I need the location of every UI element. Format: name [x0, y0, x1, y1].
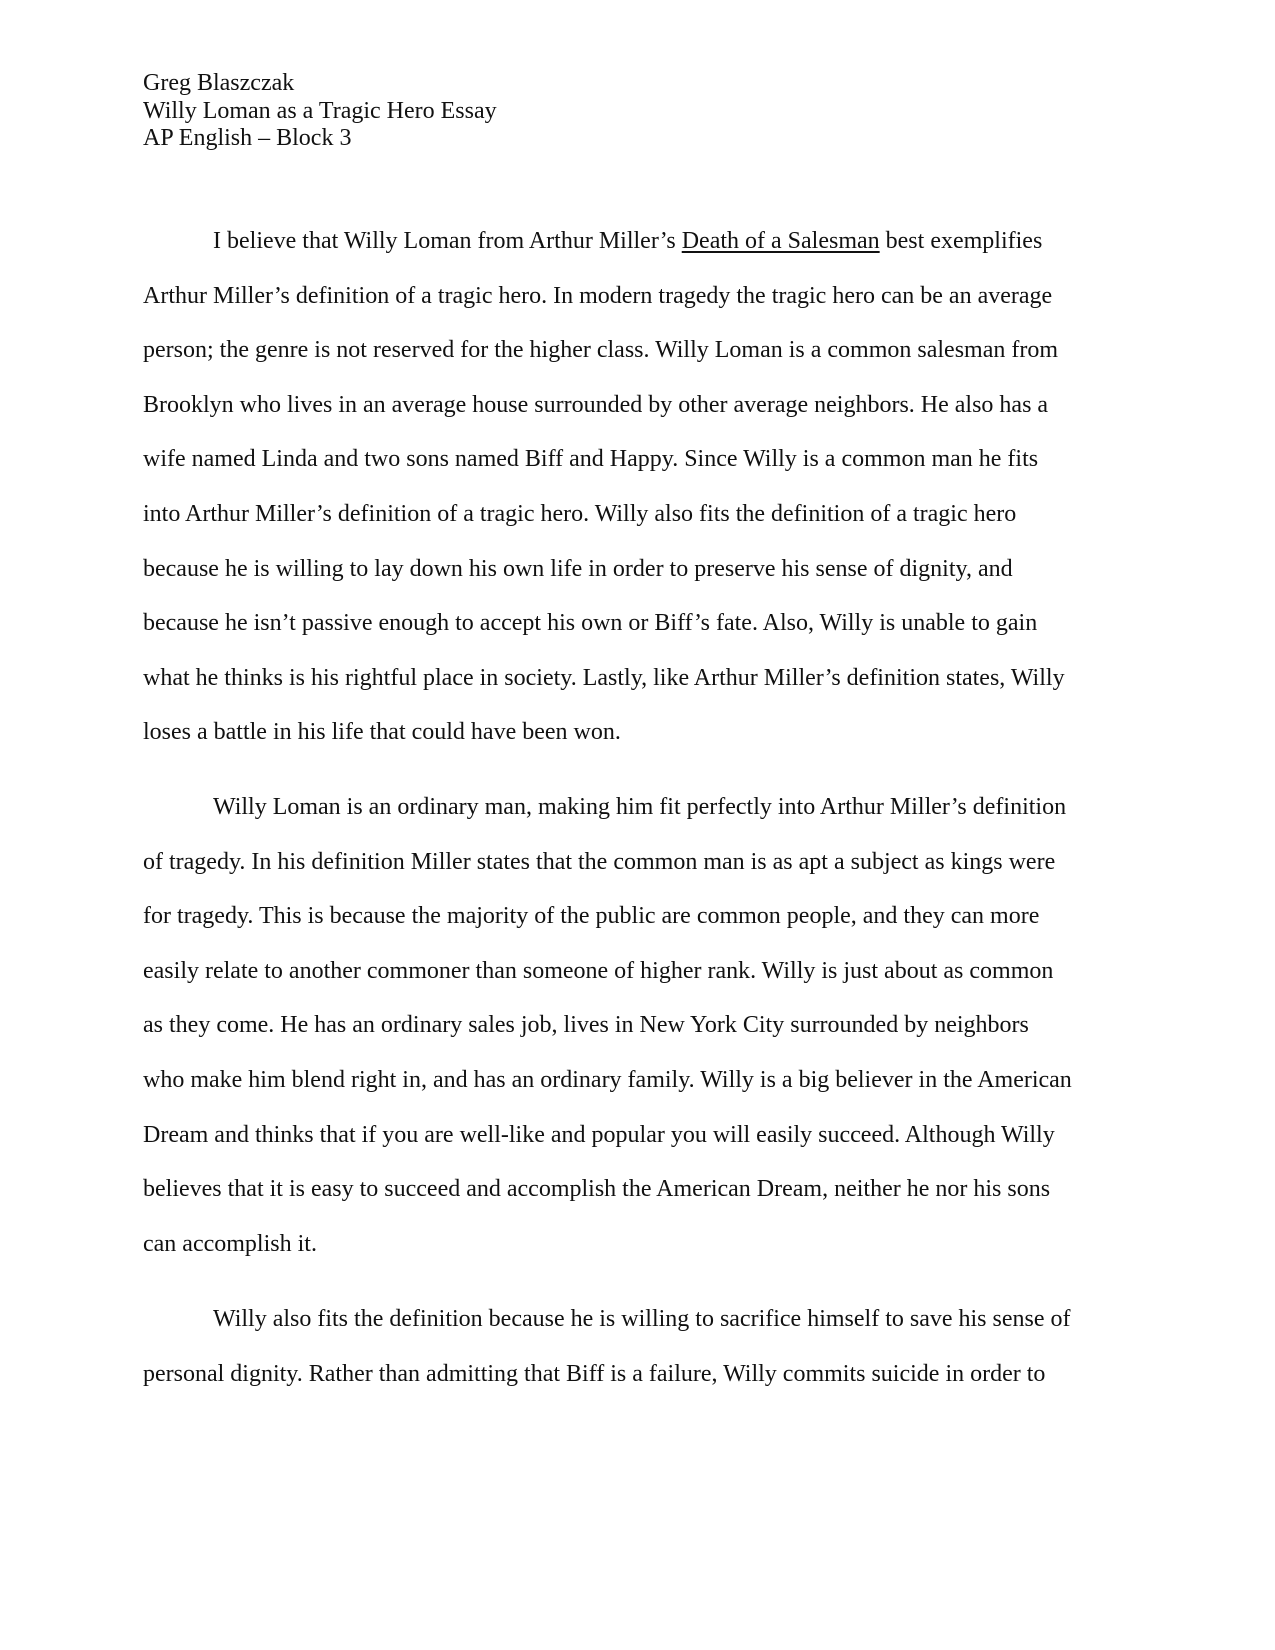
- paragraph-line: can accomplish it.: [143, 1230, 317, 1257]
- text-run: best exemplifies: [879, 228, 1043, 254]
- paragraph-line: [143, 214, 1065, 269]
- play-title-underlined: Death of a Salesman: [681, 228, 880, 254]
- paragraph-line: personal dignity. Rather than admitting that Biff is a failure, Willy commits suicide in order to: [143, 1360, 1046, 1387]
- paragraph-2: [143, 780, 1072, 1271]
- paragraph-line: because he isn’t passive enough to accept his own or Biff’s fate. Also, Willy is unable to gain: [143, 610, 1038, 637]
- paragraph-line: for tragedy. This is because the majority of the public are common people, and they can more: [143, 903, 1040, 930]
- text-run: I believe that Willy Loman from Arthur Miller’s: [213, 228, 682, 254]
- paragraph-line: Dream and thinks that if you are well-like and popular you will easily succeed. Although Willy: [143, 1121, 1055, 1148]
- paragraph-line: Arthur Miller’s definition of a tragic hero. In modern tragedy the tragic hero can be an average: [143, 282, 1053, 309]
- paragraph-line: believes that it is easy to succeed and accomplish the American Dream, neither he nor his sons: [143, 1176, 1051, 1203]
- paragraph-line: Willy Loman is an ordinary man, making him fit perfectly into Arthur Miller’s definition: [213, 794, 1067, 820]
- essay-header: [143, 70, 497, 153]
- paragraph-line: Willy also fits the definition because he is willing to sacrifice himself to save his sense of: [213, 1306, 1071, 1332]
- paragraph-line: of tragedy. In his definition Miller states that the common man is as apt a subject as kings were: [143, 848, 1056, 875]
- paragraph-line: wife named Linda and two sons named Biff and Happy. Since Willy is a common man he fits: [143, 446, 1039, 473]
- author-name: Greg Blaszczak: [143, 70, 295, 96]
- paragraph-line: Brooklyn who lives in an average house surrounded by other average neighbors. He also has a: [143, 391, 1049, 418]
- paragraph-line: easily relate to another commoner than someone of higher rank. Willy is just about as common: [143, 957, 1054, 984]
- paragraph-1: [143, 214, 1065, 760]
- paragraph-line: person; the genre is not reserved for the higher class. Willy Loman is a common salesman from: [143, 337, 1059, 364]
- essay-title: Willy Loman as a Tragic Hero Essay: [143, 97, 497, 124]
- paragraph-line: as they come. He has an ordinary sales job, lives in New York City surrounded by neighbors: [143, 1012, 1029, 1039]
- paragraph-line: who make him blend right in, and has an ordinary family. Willy is a big believer in the American: [143, 1066, 1072, 1093]
- paragraph-line: what he thinks is his rightful place in society. Lastly, like Arthur Miller’s definition states, Willy: [143, 664, 1065, 691]
- paragraph-line: loses a battle in his life that could have been won.: [143, 719, 621, 746]
- course-block: AP English – Block 3: [143, 125, 352, 151]
- paragraph-3: [143, 1292, 1071, 1401]
- paragraph-line: because he is willing to lay down his own life in order to preserve his sense of dignity, and: [143, 555, 1013, 582]
- paragraph-line: into Arthur Miller’s definition of a tragic hero. Willy also fits the definition of a tragic hero: [143, 500, 1017, 527]
